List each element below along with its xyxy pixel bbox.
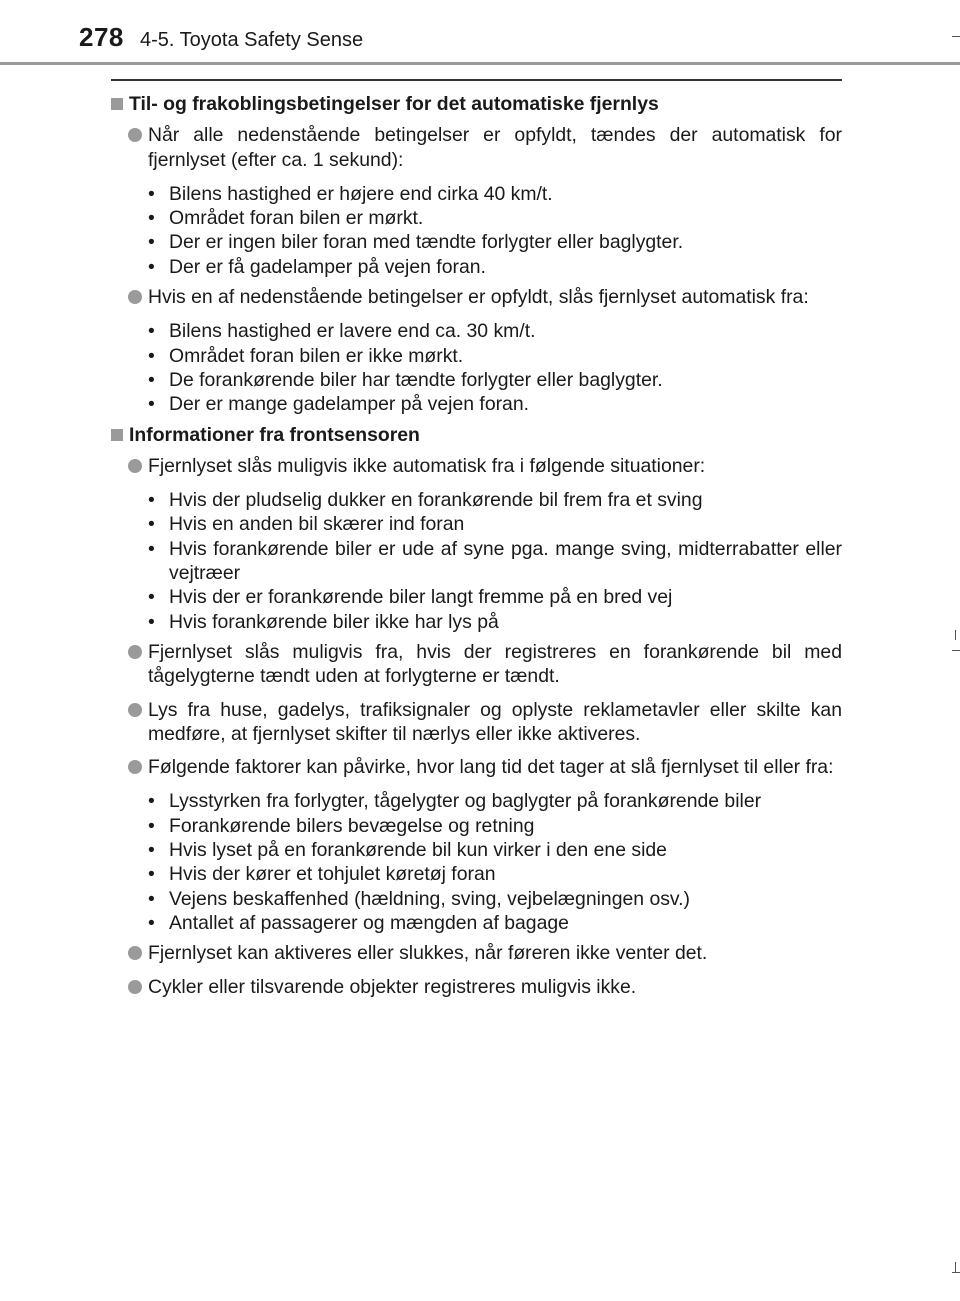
sub-list-item	[148, 537, 842, 586]
square-bullet-icon	[111, 429, 123, 441]
bullet-icon: •	[148, 255, 155, 278]
sub-list-item-text: Hvis der pludselig dukker en forankørende bil frem fra et sving	[169, 489, 703, 512]
bullet-icon: •	[148, 489, 155, 512]
sub-list-item-text: Hvis en anden bil skærer ind foran	[169, 513, 465, 536]
bullet-icon: •	[148, 393, 155, 416]
sub-list-item-text: Området foran bilen er mørkt.	[169, 207, 424, 230]
sub-list-item	[148, 838, 842, 862]
sub-list-item	[148, 862, 842, 886]
list-item	[111, 640, 842, 689]
bullet-icon: •	[148, 344, 155, 367]
bullet-icon: •	[148, 320, 155, 343]
list-item-text: Når alle nedenstående betingelser er opfyldt, tændes der automatisk for fjernlyset (efter ca. 1 sekund):	[148, 124, 842, 171]
list-item	[111, 454, 842, 478]
sub-list-item	[148, 368, 842, 392]
circle-bullet-icon	[128, 459, 142, 473]
crop-mark	[952, 650, 960, 651]
sub-list-item-text: Der er mange gadelamper på vejen foran.	[169, 393, 530, 416]
list-item	[111, 123, 842, 172]
bullet-icon: •	[148, 863, 155, 886]
sub-list	[111, 182, 842, 279]
list-item	[111, 941, 842, 965]
sub-list-item-text: Området foran bilen er ikke mørkt.	[169, 344, 464, 367]
sub-list-item-text: Hvis forankørende biler er ude af syne pga. mange sving, midterrabatter eller vejtræer	[169, 537, 842, 585]
sub-list-item-text: Der er ingen biler foran med tændte forlygter eller baglygter.	[169, 231, 684, 254]
circle-bullet-icon	[128, 128, 142, 142]
sub-list-item	[148, 512, 842, 536]
sub-list-item-text: Lysstyrken fra forlygter, tågelygter og baglygter på forankørende biler	[169, 790, 762, 813]
content-divider	[111, 79, 842, 81]
crop-mark	[955, 1262, 956, 1272]
square-bullet-icon	[111, 98, 123, 110]
circle-bullet-icon	[128, 980, 142, 994]
list-item-text: Fjernlyset kan aktiveres eller slukkes, når føreren ikke venter det.	[148, 942, 708, 965]
bullet-icon: •	[148, 887, 155, 910]
sub-list	[111, 789, 842, 935]
list-item	[111, 285, 842, 309]
list-item-text: Lys fra huse, gadelys, trafiksignaler og oplyste reklametavler eller skilte kan medføre, at fjernlyset skifter til nærlys eller ikke aktiveres.	[148, 698, 842, 745]
page-number: 278	[79, 22, 124, 52]
circle-bullet-icon	[128, 703, 142, 717]
list-item-text: Cykler eller tilsvarende objekter registreres muligvis ikke.	[148, 975, 637, 998]
bullet-icon: •	[148, 586, 155, 609]
bullet-icon: •	[148, 839, 155, 862]
sub-list-item	[148, 488, 842, 512]
sub-list-item-text: Der er få gadelamper på vejen foran.	[169, 255, 486, 278]
sub-list-item	[148, 887, 842, 911]
sub-list-item-text: Hvis lyset på en forankørende bil kun virker i den ene side	[169, 839, 667, 862]
sub-list	[111, 319, 842, 416]
bullet-icon: •	[148, 513, 155, 536]
sub-list-item	[148, 814, 842, 838]
bullet-icon: •	[148, 182, 155, 205]
sub-list	[111, 488, 842, 634]
sub-list-item-text: Bilens hastighed er højere end cirka 40 km/t.	[169, 182, 553, 205]
section-heading-text: Informationer fra frontsensoren	[129, 423, 420, 446]
crop-mark	[952, 1272, 960, 1273]
bullet-icon: •	[148, 790, 155, 813]
bullet-icon: •	[148, 814, 155, 837]
bullet-icon: •	[148, 207, 155, 230]
circle-bullet-icon	[128, 290, 142, 304]
sub-list-item-text: De forankørende biler har tændte forlygter eller baglygter.	[169, 368, 663, 391]
section-heading	[111, 92, 842, 116]
list-item-text: Fjernlyset slås muligvis fra, hvis der registreres en forankørende bil med tågelygterne tændt uden at forlygterne er tændt.	[148, 640, 842, 688]
bullet-icon: •	[148, 610, 155, 633]
sub-list-item-text: Hvis forankørende biler ikke har lys på	[169, 610, 499, 633]
sub-list-item-text: Hvis der er forankørende biler langt fremme på en bred vej	[169, 586, 673, 609]
sub-list-item	[148, 344, 842, 368]
sub-list-item	[148, 230, 842, 254]
sub-list-item	[148, 319, 842, 343]
list-item	[111, 755, 842, 779]
circle-bullet-icon	[128, 645, 142, 659]
circle-bullet-icon	[128, 946, 142, 960]
section-heading-text: Til- og frakoblingsbetingelser for det automatiske fjernlys	[129, 93, 659, 115]
sub-list-item	[148, 911, 842, 935]
crop-mark	[952, 36, 960, 37]
sub-list-item-text: Forankørende bilers bevægelse og retning	[169, 814, 535, 837]
sub-list-item	[148, 392, 842, 416]
sub-list-item-text: Bilens hastighed er lavere end ca. 30 km/t.	[169, 320, 536, 343]
section-title: 4-5. Toyota Safety Sense	[140, 29, 364, 51]
page-body	[111, 92, 842, 1008]
sub-list-item	[148, 255, 842, 279]
bullet-icon: •	[148, 231, 155, 254]
sub-list-item	[148, 182, 842, 206]
sub-list-item	[148, 789, 842, 813]
list-item	[111, 698, 842, 747]
crop-mark	[955, 630, 956, 640]
bullet-icon: •	[148, 368, 155, 391]
sub-list-item	[148, 610, 842, 634]
sub-list-item	[148, 206, 842, 230]
header-divider	[0, 62, 960, 65]
list-item-text: Fjernlyset slås muligvis ikke automatisk fra i følgende situationer:	[148, 454, 706, 477]
section-heading	[111, 423, 842, 447]
circle-bullet-icon	[128, 760, 142, 774]
sub-list-item-text: Hvis der kører et tohjulet køretøj foran	[169, 863, 496, 886]
sub-list-item-text: Antallet af passagerer og mængden af bagage	[169, 911, 569, 934]
list-item-text: Hvis en af nedenstående betingelser er opfyldt, slås fjernlyset automatisk fra:	[148, 286, 809, 309]
list-item	[111, 975, 842, 999]
sub-list-item	[148, 585, 842, 609]
bullet-icon: •	[148, 911, 155, 934]
sub-list-item-text: Vejens beskaffenhed (hældning, sving, vejbelægningen osv.)	[169, 887, 691, 910]
page-header	[0, 0, 960, 66]
bullet-icon: •	[148, 537, 155, 560]
list-item-text: Følgende faktorer kan påvirke, hvor lang tid det tager at slå fjernlyset til eller fra:	[148, 756, 834, 779]
